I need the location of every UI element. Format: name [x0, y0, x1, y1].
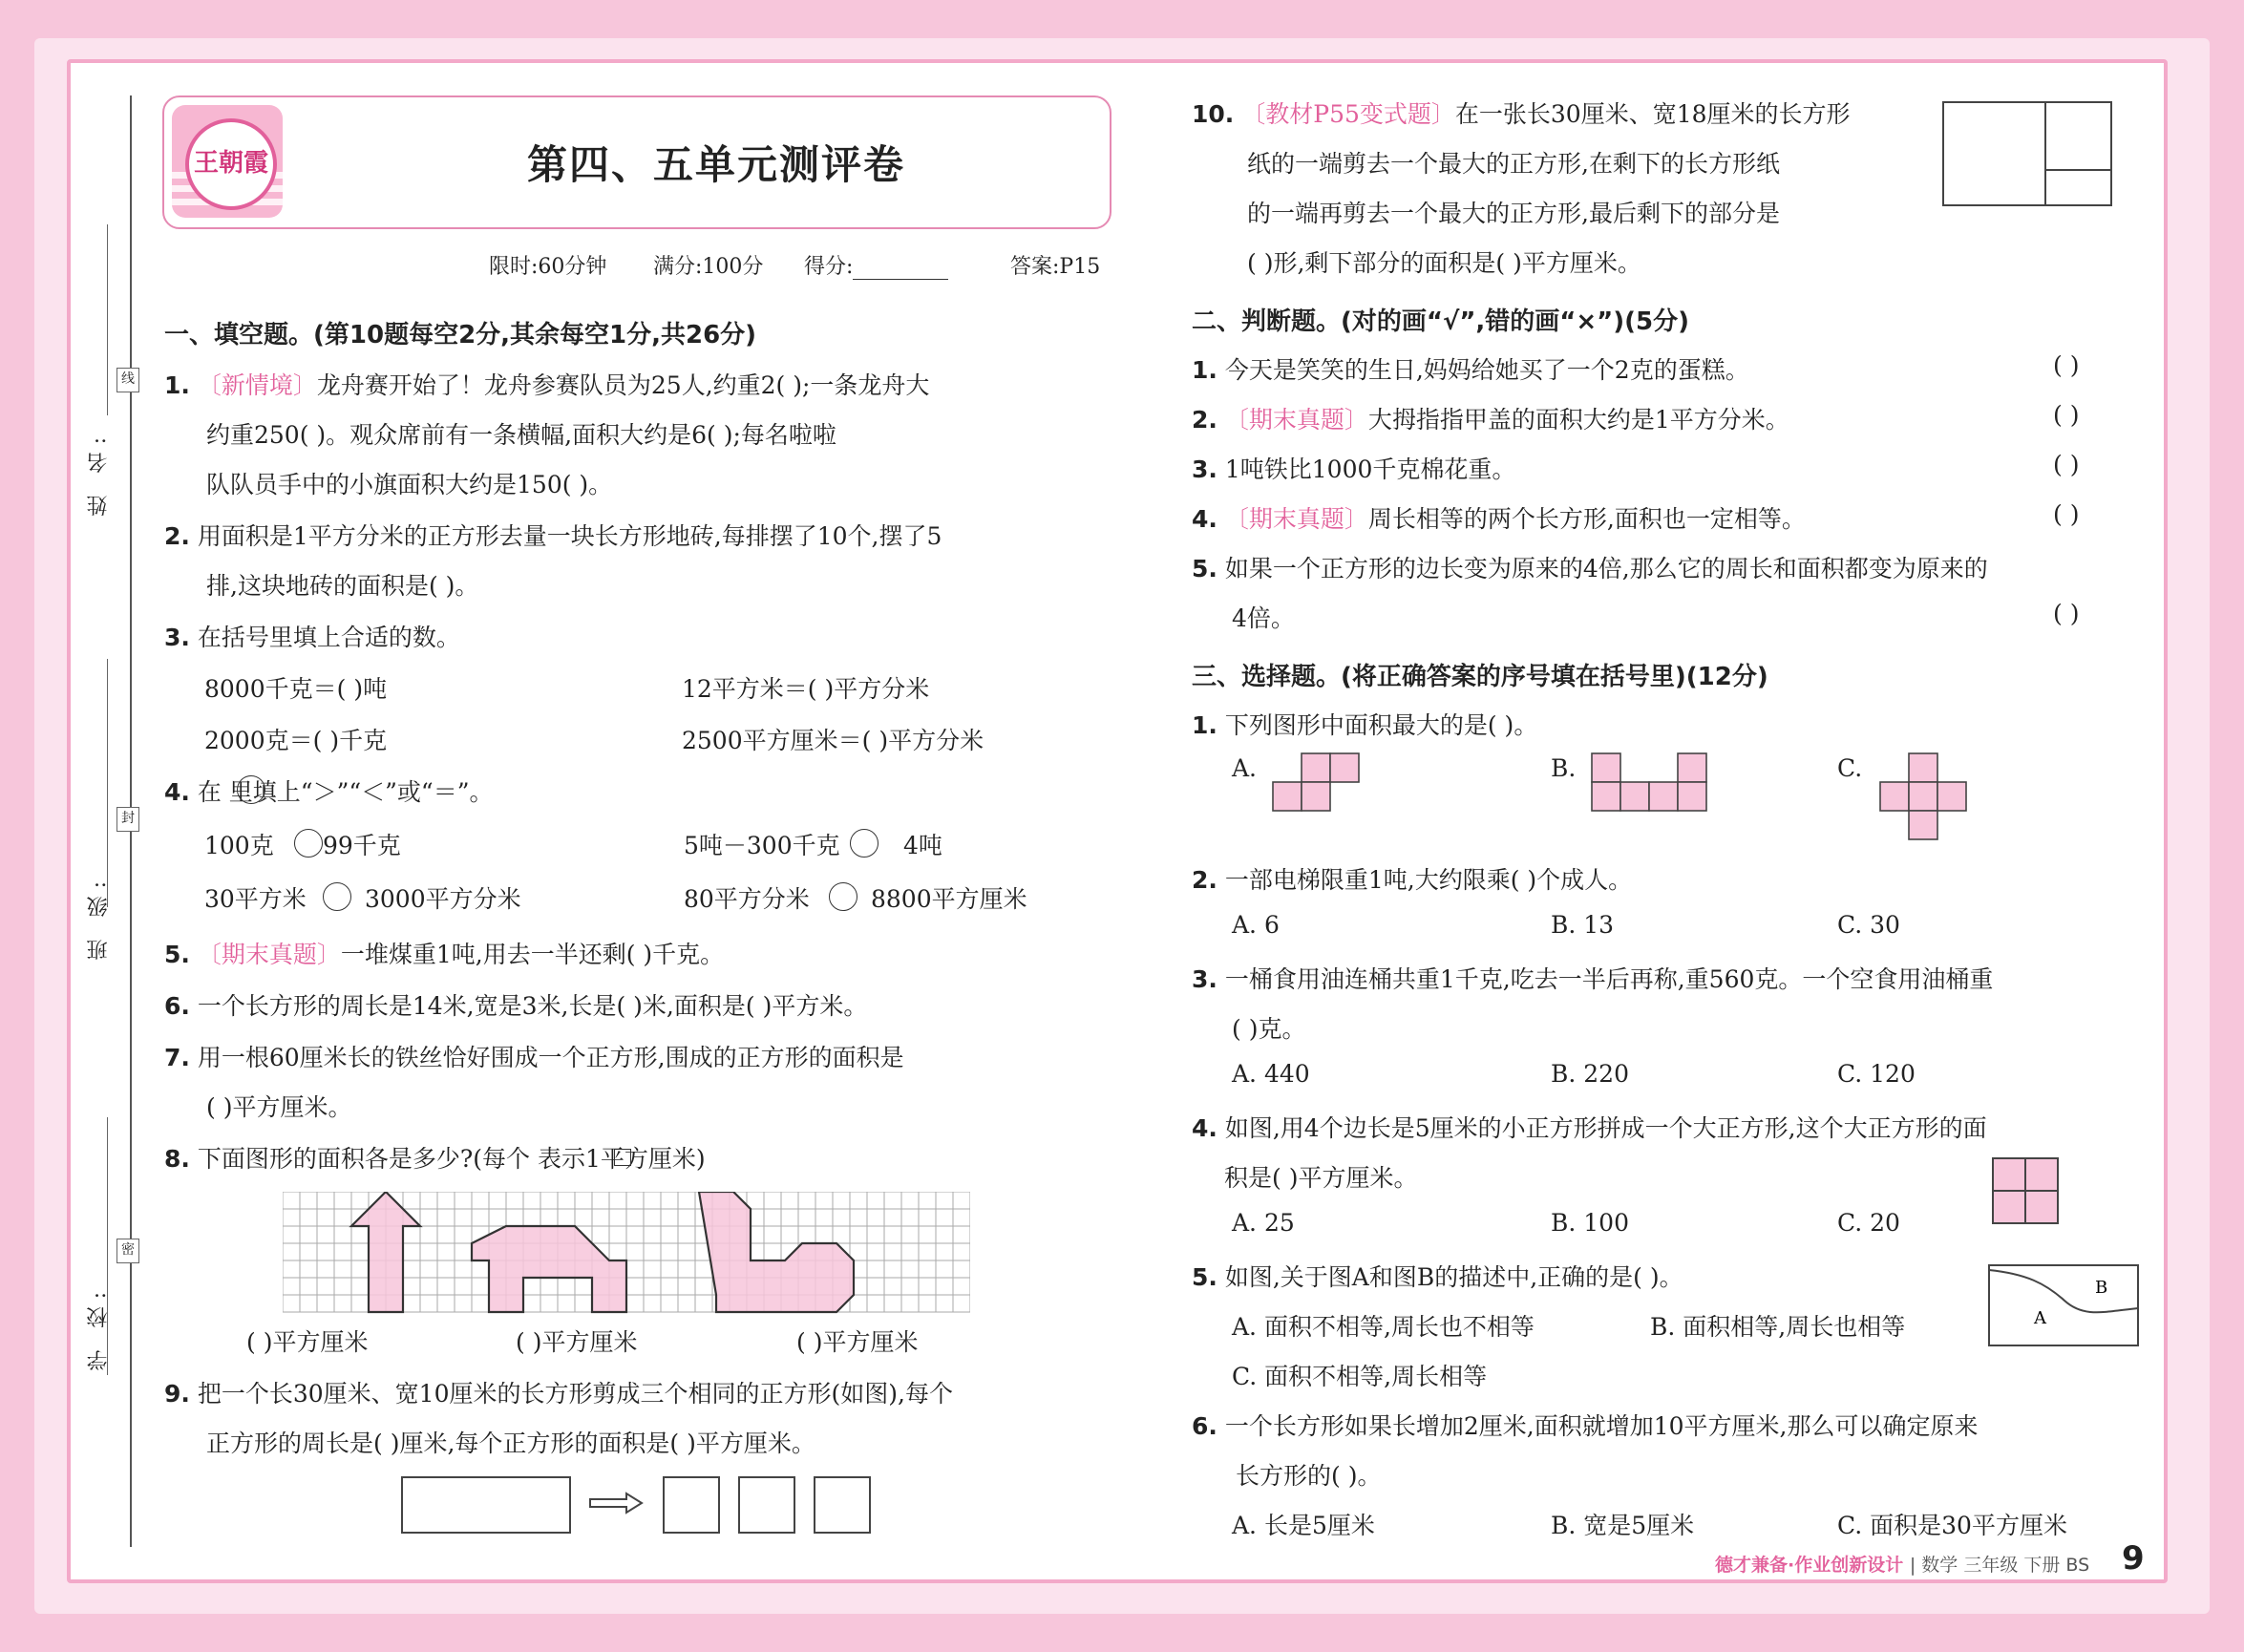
question-text: A. 25: [1232, 1209, 1295, 1237]
unit-square-icon: [614, 1149, 631, 1166]
c1-figure-b: [1591, 752, 1709, 815]
question-text: ( )平方厘米: [796, 1328, 919, 1356]
question-text: 纸的一端剪去一个最大的正方形,在剩下的长方形纸: [1247, 150, 1780, 178]
question-number: 5.: [1192, 555, 1217, 582]
question-text: 80平方分米: [684, 885, 810, 913]
question-text: 排,这块地砖的面积是( )。: [206, 572, 479, 600]
question-text: 2500平方厘米＝( )平方分米: [682, 727, 984, 754]
line-c4b: [1224, 1159, 1417, 1194]
line-c6C: [1837, 1507, 2067, 1541]
question-text: 三、选择题。(将正确答案的序号填在括号里)(12分): [1192, 663, 1768, 691]
question-text: 一部电梯限重1吨,大约限乘( )个成人。: [1224, 866, 1633, 894]
line-c2A: [1232, 911, 1280, 939]
brand-logo: [172, 105, 283, 218]
line-c2C: [1837, 911, 1900, 939]
line-c1: [1192, 707, 1537, 741]
question-text: 在括号里填上合适的数。: [197, 624, 460, 651]
question-text: A.: [1232, 754, 1258, 782]
seal-feng: 封: [116, 807, 139, 832]
question-number: 3.: [1192, 965, 1217, 993]
line-c3b: [1232, 1010, 1305, 1045]
question-tag: 〔教材P55变式题〕: [1241, 100, 1455, 128]
compare-circle: [237, 775, 265, 804]
arrow-icon: [588, 1492, 646, 1514]
line-c4a: [1192, 1110, 1987, 1144]
question-number: 6.: [164, 992, 190, 1020]
full-score: 满分:100分: [653, 255, 764, 279]
line-j4: [1192, 500, 1806, 535]
line-q8a: [246, 1324, 368, 1358]
question-text: B. 13: [1551, 911, 1615, 939]
question-text: A. 6: [1232, 911, 1280, 939]
question-text: 二、判断题。(对的画“√”,错的画“×”)(5分): [1192, 307, 1689, 336]
question-text: A. 面积不相等,周长也不相等: [1232, 1313, 1535, 1341]
question-text: ( )平方厘米: [246, 1328, 369, 1356]
paper-sheet: [67, 59, 2168, 1583]
c4-figure: [1992, 1157, 2061, 1226]
question-number: 4.: [164, 778, 190, 806]
question-text: 一个长方形的周长是14米,宽是3米,长是( )米,面积是( )平方米。: [197, 992, 868, 1020]
line-q6: [164, 987, 867, 1022]
question-text: 在一张长30厘米、宽18厘米的长方形: [1454, 100, 1851, 128]
line-q4c1: [204, 880, 307, 915]
line-q2a: [164, 518, 942, 552]
score-blank[interactable]: [853, 260, 948, 280]
question-tag: 〔期末真题〕: [1224, 406, 1368, 434]
line-c3a: [1192, 961, 1993, 995]
line-c5C: [1232, 1358, 1487, 1392]
line-q1b: [206, 416, 836, 451]
line-c4A: [1232, 1209, 1295, 1237]
q9-square-3: [814, 1476, 871, 1534]
question-text: ( )形,剩下部分的面积是( )平方厘米。: [1247, 249, 1641, 277]
question-text: C.: [1837, 754, 1863, 782]
time-limit: 限时:60分钟: [489, 255, 607, 279]
question-text: 3000平方分米: [365, 885, 521, 913]
question-text: 在 里填上“＞”“＜”或“＝”。: [197, 778, 494, 806]
question-text: 周长相等的两个长方形,面积也一定相等。: [1367, 505, 1806, 533]
question-text: 一堆煤重1吨,用去一半还剩( )千克。: [340, 941, 725, 968]
q8-grid-figure: [283, 1192, 970, 1316]
line-c1B: [1551, 754, 1576, 782]
question-text: C. 30: [1837, 911, 1900, 939]
question-text: 8800平方厘米: [871, 885, 1027, 913]
question-text: B. 220: [1551, 1060, 1629, 1088]
line-q3: [164, 619, 460, 653]
line-q10a: [1192, 95, 1851, 130]
question-text: 4吨: [903, 832, 942, 859]
fig-label-b: B: [2095, 1278, 2108, 1298]
logo-text: 王朝霞: [193, 149, 268, 178]
question-number: 7.: [164, 1044, 190, 1071]
name-line: [107, 224, 108, 415]
line-q9a: [164, 1375, 953, 1409]
question-number: 5.: [164, 941, 190, 968]
question-text: ( )平方厘米。: [206, 1093, 352, 1121]
line-c3A: [1232, 1060, 1310, 1088]
question-text: 8000千克＝( )吨: [204, 675, 388, 703]
answer-ref: 答案:P15: [1010, 255, 1101, 279]
question-number: 9.: [164, 1380, 190, 1408]
question-text: C. 面积不相等,周长相等: [1232, 1363, 1488, 1390]
judge-answer-paren[interactable]: ( ): [2053, 401, 2080, 429]
question-number: 1.: [1192, 711, 1217, 739]
line-q9b: [206, 1425, 815, 1459]
question-text: 如果一个正方形的边长变为原来的4倍,那么它的周长和面积都变为原来的: [1224, 555, 1988, 582]
question-text: 下面图形的面积各是多少?(每个 表示1平方厘米): [197, 1145, 706, 1173]
question-text: 约重250( )。观众席前有一条横幅,面积大约是6( );每名啦啦: [206, 421, 836, 449]
q10-figure: [1942, 101, 2114, 208]
question-text: 一、填空题。(第10题每空2分,其余每空1分,共26分): [164, 321, 757, 349]
question-number: 3.: [1192, 455, 1217, 483]
question-number: 4.: [1192, 1114, 1217, 1142]
question-text: 2000克＝( )千克: [204, 727, 388, 754]
line-sec1: [164, 315, 756, 350]
q9-square-2: [738, 1476, 795, 1534]
question-number: 6.: [1192, 1412, 1217, 1440]
line-j5b: [1232, 600, 1295, 634]
line-q3b: [682, 670, 929, 705]
line-j5a: [1192, 550, 1988, 584]
question-tag: 〔新情境〕: [197, 371, 317, 399]
question-text: B.: [1551, 754, 1577, 782]
line-c5B: [1650, 1308, 1905, 1343]
question-text: 如图,关于图A和图B的描述中,正确的是( )。: [1224, 1263, 1683, 1291]
line-q7b: [206, 1089, 351, 1123]
question-text: 1吨铁比1000千克棉花重。: [1224, 455, 1516, 483]
line-c6B: [1551, 1507, 1694, 1541]
question-text: ( )平方厘米: [516, 1328, 638, 1356]
q9-rectangle: [401, 1476, 571, 1534]
judge-answer-paren[interactable]: ( ): [2053, 600, 2080, 627]
line-j3: [1192, 451, 1515, 485]
judge-answer-paren[interactable]: ( ): [2053, 451, 2080, 478]
question-text: B. 100: [1551, 1209, 1629, 1237]
question-text: 100克: [204, 832, 274, 859]
line-q10b: [1247, 145, 1780, 180]
question-text: 用一根60厘米长的铁丝恰好围成一个正方形,围成的正方形的面积是: [197, 1044, 904, 1071]
c1-figure-c: [1879, 752, 1971, 844]
question-text: C. 120: [1837, 1060, 1916, 1088]
class-line: [107, 659, 108, 907]
line-q8b: [516, 1324, 637, 1358]
line-sec2: [1192, 302, 1689, 337]
line-c6A: [1232, 1507, 1375, 1541]
question-text: 龙舟赛开始了！龙舟参赛队员为25人,约重2( );一条龙舟大: [316, 371, 930, 399]
footer-brand: 德才兼备·作业创新设计: [1715, 1555, 1904, 1576]
line-c4C: [1837, 1209, 1900, 1237]
page-number: 9: [2122, 1539, 2145, 1578]
c1-figure-a: [1272, 752, 1367, 815]
question-text: 的一端再剪去一个最大的正方形,最后剩下的部分是: [1247, 200, 1780, 227]
line-c4B: [1551, 1209, 1629, 1237]
score-label: 得分:: [804, 255, 854, 279]
question-text: 如图,用4个边长是5厘米的小正方形拼成一个大正方形,这个大正方形的面: [1224, 1114, 1987, 1142]
line-q4: [164, 773, 494, 808]
question-text: 5吨－300千克: [684, 832, 840, 859]
question-text: 用面积是1平方分米的正方形去量一块长方形地砖,每排摆了10个,摆了5: [197, 522, 942, 550]
question-text: 正方形的周长是( )厘米,每个正方形的面积是( )平方厘米。: [206, 1430, 815, 1457]
seal-line: 线: [116, 368, 139, 392]
question-number: 4.: [1192, 505, 1217, 533]
question-text: 大拇指指甲盖的面积大约是1平方分米。: [1367, 406, 1789, 434]
page-title: 第四、五单元测评卷: [527, 141, 906, 188]
line-q10d: [1247, 244, 1641, 279]
question-number: 10.: [1192, 100, 1235, 128]
question-text: C. 面积是30平方厘米: [1837, 1512, 2067, 1539]
question-text: 一个长方形如果长增加2厘米,面积就增加10平方厘米,那么可以确定原来: [1224, 1412, 1979, 1440]
question-text: 今天是笑笑的生日,妈妈给她买了一个2克的蛋糕。: [1224, 356, 1749, 384]
fig-label-a: A: [2034, 1308, 2046, 1328]
question-text: 队队员手中的小旗面积大约是150( )。: [206, 471, 613, 498]
line-q10c: [1247, 195, 1780, 229]
line-q1c: [206, 466, 612, 500]
title-box: [162, 95, 1111, 229]
line-q7a: [164, 1039, 904, 1073]
question-text: 下列图形中面积最大的是( )。: [1224, 711, 1538, 739]
score-field: [804, 250, 948, 280]
question-number: 3.: [164, 624, 190, 651]
line-c6a: [1192, 1408, 1978, 1442]
line-q3c: [204, 722, 387, 756]
question-number: 5.: [1192, 1263, 1217, 1291]
line-c6b: [1236, 1457, 1381, 1492]
line-q4d1: [684, 880, 810, 915]
line-q2b: [206, 567, 478, 602]
question-text: 30平方米: [204, 885, 307, 913]
line-c5A: [1232, 1308, 1535, 1343]
class-label: 班 级:: [87, 874, 111, 961]
question-number: 1.: [1192, 356, 1217, 384]
line-c3C: [1837, 1060, 1916, 1088]
question-text: B. 宽是5厘米: [1551, 1512, 1695, 1539]
question-tag: 〔期末真题〕: [1224, 505, 1368, 533]
question-text: 一桶食用油连桶共重1千克,吃去一半后再称,重560克。一个空食用油桶重: [1224, 965, 1994, 993]
line-q4d2: [871, 880, 1027, 915]
line-q4c2: [365, 880, 521, 915]
c5-figure: [1988, 1264, 2141, 1348]
question-text: C. 20: [1837, 1209, 1900, 1237]
line-c1A: [1232, 754, 1257, 782]
line-q5: [164, 936, 724, 970]
question-text: ( )克。: [1232, 1015, 1306, 1043]
line-c3B: [1551, 1060, 1629, 1088]
compare-circle[interactable]: [829, 882, 857, 911]
question-text: A. 长是5厘米: [1232, 1512, 1375, 1539]
seal-mi: 密: [116, 1239, 139, 1263]
question-text: A. 440: [1232, 1060, 1310, 1088]
question-text: 12平方米＝( )平方分米: [682, 675, 930, 703]
question-text: 积是( )平方厘米。: [1224, 1164, 1418, 1192]
compare-circle[interactable]: [323, 882, 351, 911]
judge-answer-paren[interactable]: ( ): [2053, 351, 2080, 379]
judge-answer-paren[interactable]: ( ): [2053, 500, 2080, 528]
line-c5: [1192, 1259, 1683, 1293]
line-q4a1: [204, 827, 274, 861]
school-label: 学 校:: [87, 1284, 111, 1371]
line-c2B: [1551, 911, 1614, 939]
line-j2: [1192, 401, 1789, 435]
question-tag: 〔期末真题〕: [197, 941, 341, 968]
line-q4b2: [903, 827, 942, 861]
question-number: 2.: [1192, 406, 1217, 434]
footer: [1715, 1551, 2089, 1577]
line-c2: [1192, 861, 1632, 896]
question-number: 2.: [1192, 866, 1217, 894]
line-q3a: [204, 670, 387, 705]
compare-circle[interactable]: [850, 829, 879, 858]
line-sec3: [1192, 657, 1768, 692]
line-j1: [1192, 351, 1749, 386]
line-q8c: [796, 1324, 918, 1358]
footer-meta: | 数学 三年级 下册 BS: [1909, 1555, 2090, 1576]
line-q1a: [164, 367, 929, 401]
line-q4b1: [684, 827, 840, 861]
question-text: 把一个长30厘米、宽10厘米的长方形剪成三个相同的正方形(如图),每个: [197, 1380, 953, 1408]
question-text: 99千克: [323, 832, 401, 859]
name-label: 姓 名:: [87, 430, 111, 517]
question-text: 长方形的( )。: [1236, 1462, 1382, 1490]
compare-circle[interactable]: [294, 829, 323, 858]
question-number: 2.: [164, 522, 190, 550]
line-q4a2: [323, 827, 401, 861]
question-text: B. 面积相等,周长也相等: [1650, 1313, 1906, 1341]
question-text: 4倍。: [1232, 604, 1295, 632]
question-number: 8.: [164, 1145, 190, 1173]
q9-square-1: [663, 1476, 720, 1534]
line-q3d: [682, 722, 984, 756]
question-number: 1.: [164, 371, 190, 399]
line-c1C: [1837, 754, 1862, 782]
